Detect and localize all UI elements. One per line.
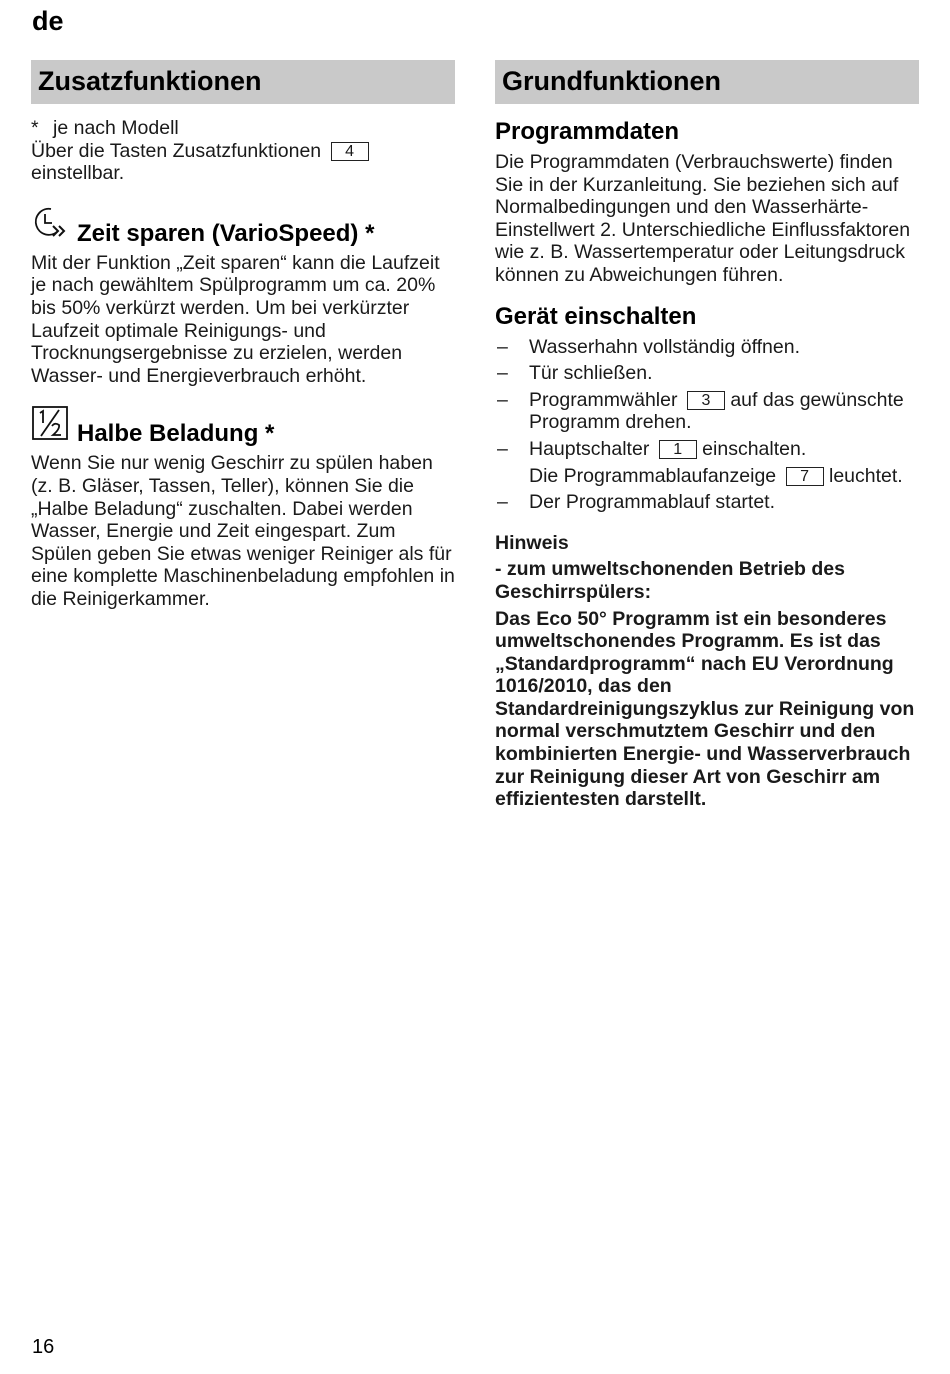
step-text-before: Programmwähler	[529, 388, 678, 411]
list-item	[495, 438, 919, 487]
variospeed-title: Zeit sparen (VarioSpeed) *	[77, 219, 375, 247]
dash: –	[497, 437, 508, 460]
hinweis-title: Hinweis	[495, 531, 569, 554]
dash: –	[497, 388, 508, 411]
intro-text-after: einstellbar.	[31, 162, 125, 185]
list-item	[495, 336, 919, 359]
programmdaten-heading: Programmdaten	[495, 118, 680, 145]
key-reference-3: 3	[687, 391, 725, 410]
half-load-icon	[31, 405, 69, 448]
step-text-after: einschalten.	[702, 437, 807, 460]
einschalten-heading: Gerät einschalten	[495, 302, 697, 330]
left-column	[31, 60, 455, 611]
hinweis-block	[495, 532, 919, 811]
step-subtext	[529, 465, 919, 488]
asterisk: *	[31, 117, 39, 139]
intro-paragraph	[31, 140, 455, 185]
language-code: de	[32, 6, 64, 36]
step-text: Der Programmablauf startet.	[529, 491, 776, 514]
intro-text-before: Über die Tasten Zusatzfunktionen	[31, 139, 322, 162]
step-text-before: Hauptschalter	[529, 437, 650, 460]
page-number: 16	[32, 1336, 55, 1358]
section-title-grundfunktionen: Grundfunktionen	[495, 60, 919, 104]
key-reference-1: 1	[659, 440, 697, 459]
section-title-zusatzfunktionen: Zusatzfunktionen	[31, 60, 455, 104]
step-text: Wasserhahn vollständig öffnen.	[529, 335, 801, 358]
dash: –	[497, 335, 508, 358]
right-column	[495, 60, 919, 811]
einschalten-steps	[495, 336, 919, 514]
dash: –	[497, 362, 508, 385]
half-load-title: Halbe Beladung *	[77, 420, 275, 448]
programmdaten-text: Die Programmdaten (Verbrauchswerte) finden Sie in der Kurzanleitung. Sie beziehen sich auf Normalbedingungen und den Wasserhärte-Einstellwert 2. Unterschiedliche Einflussfaktoren wie z. B. Wassertemperatur oder Leitungsdruck können zu Abweichungen führen.	[495, 151, 911, 286]
dash: –	[497, 491, 508, 514]
step-text: Tür schließen.	[529, 362, 653, 385]
variospeed-heading	[31, 205, 455, 248]
half-load-heading	[31, 405, 455, 448]
clock-speed-icon	[31, 205, 69, 248]
hinweis-text: Das Eco 50° Programm ist ein besonderes umweltschonendes Programm. Es ist das „Standardprogramm“ nach EU Verordnung 1016/2010, das den Standardreinigungszyklus zur Reinigung von normal verschmutztem Geschirr und den kombinierten Energie- und Wasserverbrauch zur Reinigung dieser Art von Geschirr am effizientesten darstellt.	[495, 607, 915, 811]
model-note	[31, 117, 455, 140]
model-note-text: je nach Modell	[53, 117, 179, 139]
step-text-after: auf das gewünschte Programm drehen.	[529, 388, 904, 434]
list-item	[495, 491, 919, 514]
key-reference-7: 7	[786, 467, 824, 486]
variospeed-text: Mit der Funktion „Zeit sparen“ kann die Laufzeit je nach gewähltem Spülprogramm um ca. 20% bis 50% verkürzt werden. Um bei verkürzter Laufzeit optimale Reinigungs- und Trocknungsergebnisse zu erzielen, werden Wasser- und Energieverbrauch erhöht.	[31, 251, 440, 387]
sub-text-after: leuchtet.	[828, 464, 903, 487]
list-item	[495, 362, 919, 385]
half-load-text: Wenn Sie nur wenig Geschirr zu spülen haben (z. B. Gläser, Tassen, Teller), können Sie die „Halbe Beladung“ zuschalten. Dabei werden Wasser, Energie und Zeit eingespart. Zum Spülen geben Sie etwas weniger Reiniger als für eine komplette Maschinenbeladung empfohlen in die Reinigerkammer.	[31, 452, 455, 610]
hinweis-subtitle: - zum umweltschonenden Betrieb des Geschirrspülers:	[495, 558, 845, 603]
sub-text-before: Die Programmablaufanzeige	[529, 464, 777, 487]
list-item	[495, 389, 919, 434]
key-reference-4: 4	[331, 142, 369, 161]
